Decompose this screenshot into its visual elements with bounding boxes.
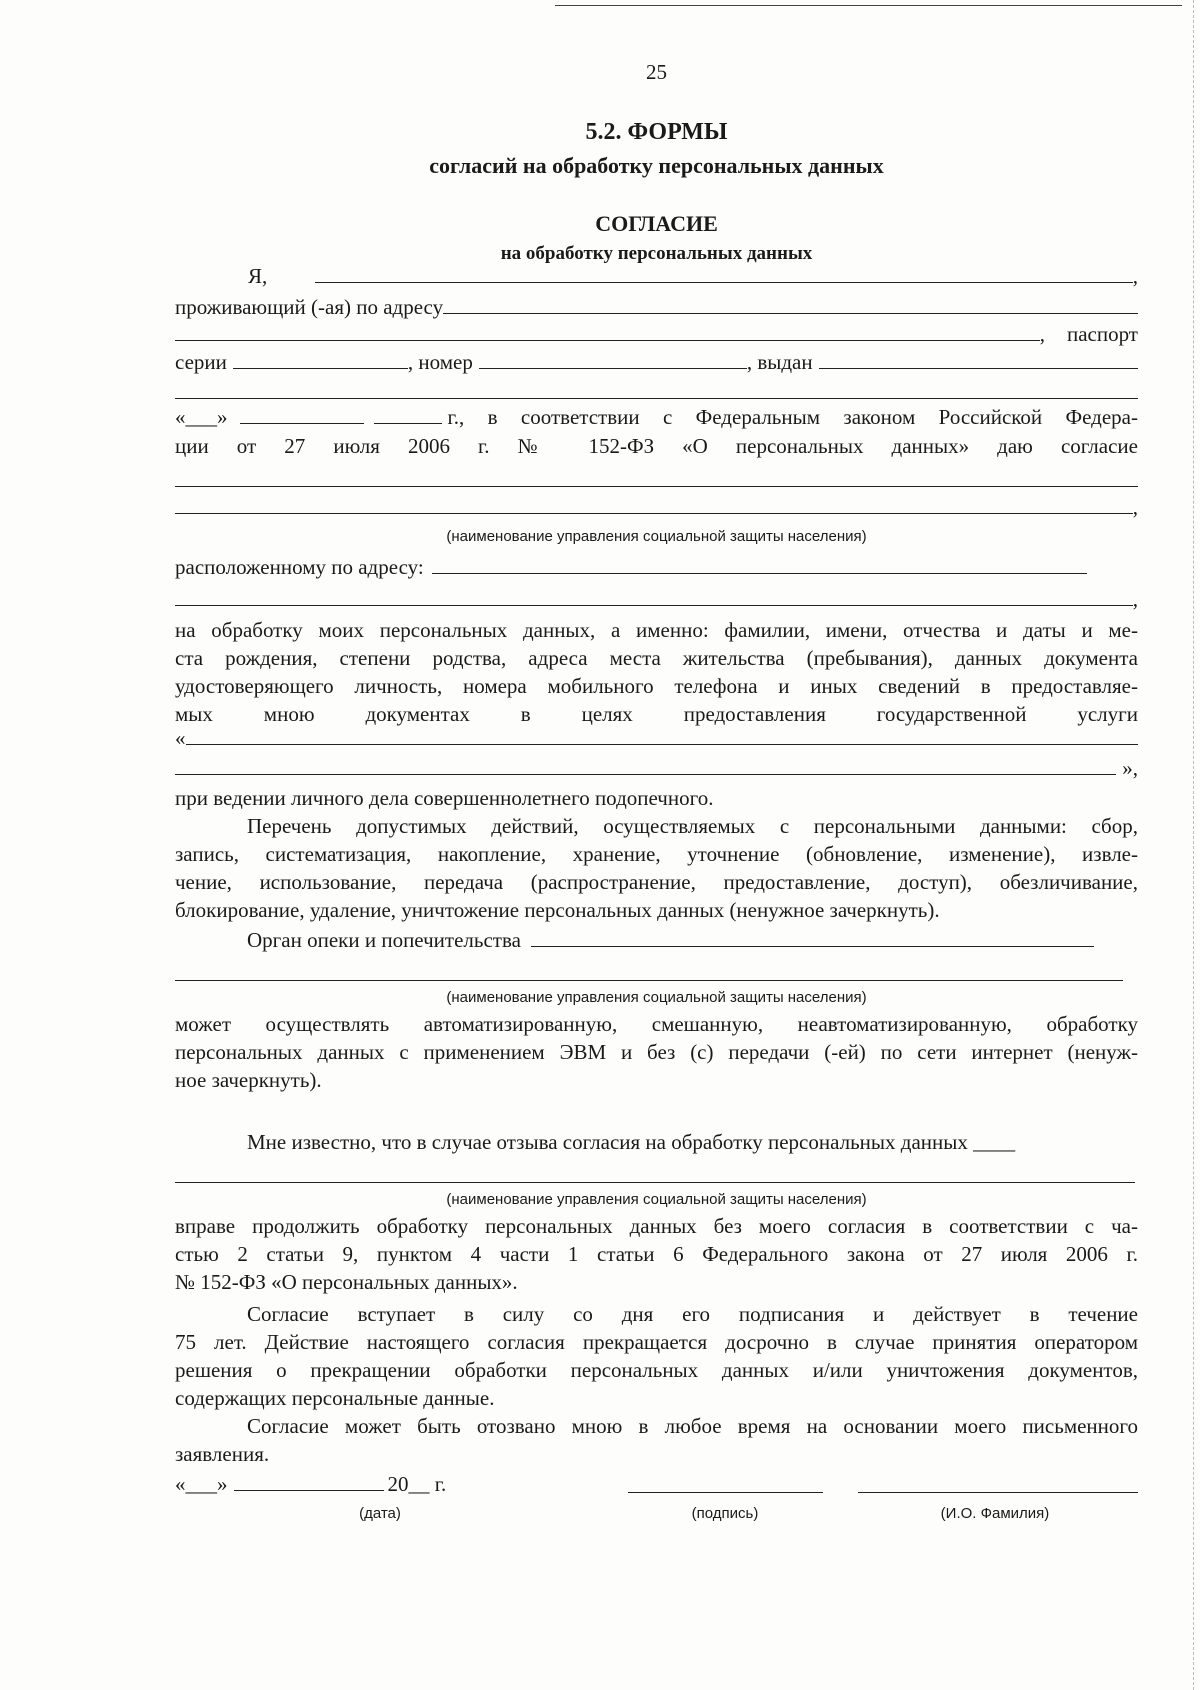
actions-3: чение, использование, передача (распространение, предоставление, доступ), обезличивание, <box>175 870 1138 894</box>
page-edge <box>1193 0 1194 1690</box>
top-rule <box>555 5 1182 6</box>
withdraw-2: заявления. <box>175 1442 270 1466</box>
law-line-2: ции от 27 июля 2006 г. № 152-ФЗ «О персональных данных» даю согласие <box>175 434 1138 458</box>
caption-org-1: (наименование управления социальной защиты населения) <box>446 528 867 545</box>
page-number: 25 <box>646 60 667 84</box>
continue-3: № 152-ФЗ «О персональных данных». <box>175 1270 518 1294</box>
section-subtitle: согласий на обработку персональных данных <box>429 153 884 178</box>
para-data-4: мых мною документах в целях предоставления государственной услуги <box>175 702 1138 726</box>
org-address-field[interactable] <box>432 555 1087 574</box>
caption-name: (И.О. Фамилия) <box>940 1505 1050 1522</box>
caption-org-3: (наименование управления социальной защиты населения) <box>446 1191 867 1208</box>
para-data-2: ста рождения, степени родства, адреса места жительства (пребывания), данных документа <box>175 646 1138 670</box>
issue-date-day: «___» <box>175 405 228 429</box>
address-field-cont[interactable] <box>175 322 1040 341</box>
continue-2: стью 2 статьи 9, пунктом 4 части 1 статьи 6 Федерального закона от 27 июля 2006 г. <box>175 1242 1138 1266</box>
processing-1: может осуществлять автоматизированную, смешанную, неавтоматизированную, обработку <box>175 1012 1138 1036</box>
label-located: расположенному по адресу: <box>175 555 424 579</box>
label-series: серии <box>175 350 227 374</box>
guardian-field[interactable] <box>531 928 1094 947</box>
para-data-3: удостоверяющего личность, номера мобильного телефона и иных сведений в предоставляе- <box>175 674 1138 698</box>
service-name-field[interactable] <box>186 726 1139 745</box>
para-data-1: на обработку моих персональных данных, а именно: фамилии, имени, отчества и даты и ме- <box>175 618 1138 642</box>
ward-line: при ведении личного дела совершеннолетнего подопечного. <box>175 786 714 810</box>
section-title: 5.2. ФОРМЫ <box>585 119 728 145</box>
passport-number-field[interactable] <box>479 350 747 369</box>
org-address-field-cont[interactable] <box>175 587 1133 606</box>
org-name-field[interactable] <box>175 486 1138 487</box>
caption-org-2: (наименование управления социальной защиты населения) <box>446 989 867 1006</box>
sign-date-year: 20__ г. <box>387 1472 447 1496</box>
revoke-org-field[interactable] <box>175 1182 1135 1183</box>
org-name-field-cont[interactable] <box>175 495 1133 514</box>
revoke-known: Мне известно, что в случае отзыва согласия на обработку персональных данных ____ <box>247 1130 1016 1154</box>
effect-2: 75 лет. Действие настоящего согласия прекращается досрочно в случае принятия оператором <box>175 1330 1138 1354</box>
caption-signature: (подпись) <box>691 1505 759 1522</box>
label-guardian: Орган опеки и попечительства <box>247 928 521 952</box>
issued-field-cont[interactable] <box>175 398 1138 399</box>
service-name-field-cont[interactable] <box>175 756 1116 775</box>
processing-3: ное зачеркнуть). <box>175 1068 322 1092</box>
passport-series-field[interactable] <box>233 350 408 369</box>
effect-3: решения о прекращении обработки персональных данных и/или уничтожения документов, <box>175 1358 1138 1382</box>
sign-date-day: «___» <box>175 1472 228 1496</box>
passport-issued-field[interactable] <box>819 350 1138 369</box>
address-field[interactable] <box>443 295 1138 314</box>
signature-field[interactable] <box>628 1492 823 1493</box>
effect-1: Согласие вступает в силу со дня его подписания и действует в течение <box>247 1302 1138 1326</box>
issue-date-month-field[interactable] <box>240 405 364 424</box>
guardian-field-cont[interactable] <box>175 980 1123 981</box>
label-address: проживающий (-ая) по адресу <box>175 295 444 319</box>
continue-1: вправе продолжить обработку персональных данных без моего согласия в соответствии с ча- <box>175 1214 1138 1238</box>
actions-2: запись, систематизация, накопление, хранение, уточнение (обновление, изменение), извле- <box>175 842 1138 866</box>
quote-close: », <box>1122 756 1138 780</box>
caption-date: (дата) <box>359 1505 401 1522</box>
document-title: СОГЛАСИЕ <box>595 211 718 236</box>
label-ya: Я, <box>248 264 268 288</box>
law-line-1: г., в соответствии с Федеральным законом Российской Федера- <box>447 405 1138 429</box>
actions-1: Перечень допустимых действий, осуществляемых с персональными данными: сбор, <box>247 814 1138 838</box>
effect-4: содержащих персональные данные. <box>175 1386 495 1410</box>
actions-4: блокирование, удаление, уничтожение персональных данных (ненужное зачеркнуть). <box>175 898 940 922</box>
withdraw-1: Согласие может быть отозвано мною в любое время на основании моего письменного <box>247 1414 1138 1438</box>
fullname-field[interactable] <box>315 264 1133 283</box>
issue-date-year-field[interactable] <box>374 405 442 424</box>
fullname-initials-field[interactable] <box>858 1492 1138 1493</box>
document-subtitle: на обработку персональных данных <box>500 243 813 264</box>
processing-2: персональных данных с применением ЭВМ и без (с) передачи (-ей) по сети интернет (ненуж- <box>175 1040 1138 1064</box>
label-passport: паспорт <box>1066 322 1138 346</box>
sign-date-month-field[interactable] <box>234 1472 384 1491</box>
label-number: , номер <box>407 350 473 374</box>
quote-open: « <box>175 726 186 750</box>
label-issued: , выдан <box>746 350 813 374</box>
